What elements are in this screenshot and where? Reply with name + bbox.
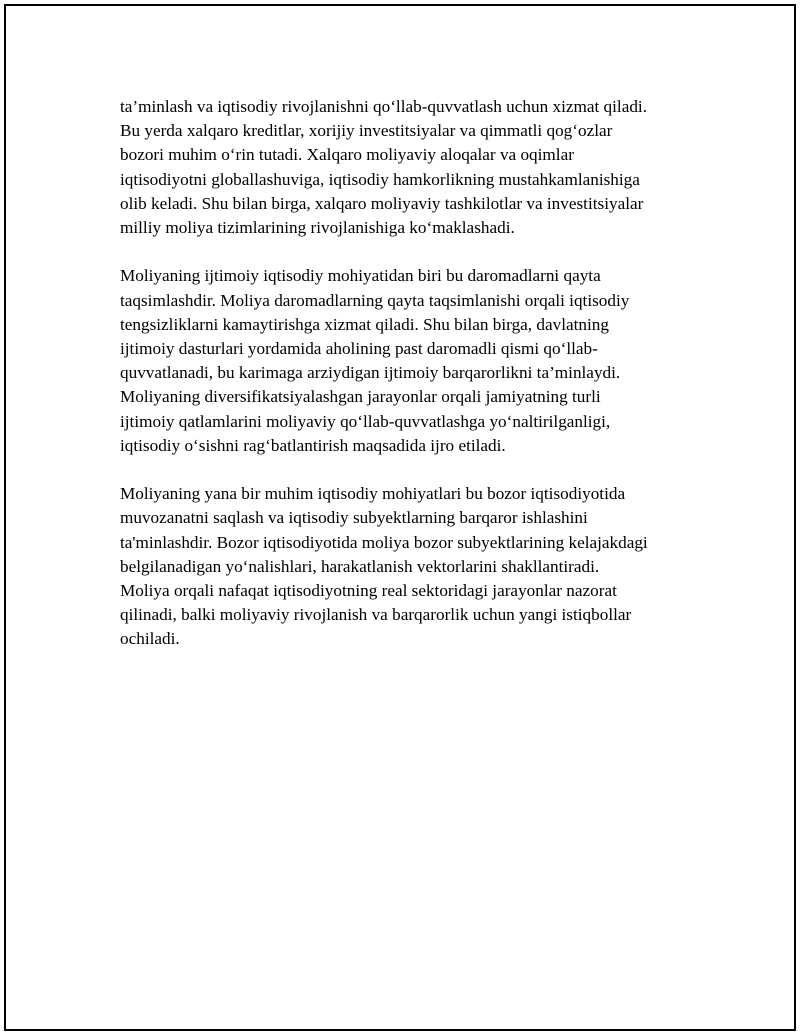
text-line: Moliyaning ijtimoiy iqtisodiy mohiyatidan biri bu daromadlarni qayta <box>120 266 601 286</box>
text-line: ta’minlash va iqtisodiy rivojlanishni qo‘llab-quvvatlash uchun xizmat qiladi. <box>120 97 647 116</box>
text-line: quvvatlanadi, bu karimaga arziydigan ijtimoiy barqarorlikni ta’minlaydi. <box>120 363 621 383</box>
text-line: Moliyaning diversifikatsiyalashgan jarayonlar orqali jamiyatning turli <box>120 387 601 407</box>
text-line: ijtimoiy qatlamlarini moliyaviy qo‘llab-quvvatlashga yo‘naltirilganligi, <box>120 411 611 431</box>
document-page <box>4 4 796 1031</box>
text-line: qilinadi, balki moliyaviy rivojlanish va barqarorlik uchun yangi istiqbollar <box>120 605 632 625</box>
text-line: ochiladi. <box>120 629 180 649</box>
text-line: taqsimlashdir. Moliya daromadlarning qayta taqsimlanishi orqali iqtisodiy <box>120 290 630 310</box>
paragraph-2 <box>120 264 700 458</box>
text-line: iqtisodiyotni globallashuviga, iqtisodiy hamkorlikning mustahkamlanishiga <box>120 169 640 189</box>
text-line: ta'minlashdir. Bozor iqtisodiyotida moliya bozor subyektlarining kelajakdagi <box>120 532 648 552</box>
paragraph-3 <box>120 482 700 651</box>
text-line: bozori muhim o‘rin tutadi. Xalqaro moliyaviy aloqalar va oqimlar <box>120 145 574 165</box>
text-line: Bu yerda xalqaro kreditlar, xorijiy investitsiyalar va qimmatli qog‘ozlar <box>120 121 613 141</box>
text-line: Moliyaning yana bir muhim iqtisodiy mohiyatlari bu bozor iqtisodiyotida <box>120 484 626 504</box>
text-line: olib keladi. Shu bilan birga, xalqaro moliyaviy tashkilotlar va investitsiyalar <box>120 193 644 213</box>
text-line: muvozanatni saqlash va iqtisodiy subyektlarning barqaror ishlashini <box>120 508 588 528</box>
text-line: iqtisodiy o‘sishni rag‘batlantirish maqsadida ijro etiladi. <box>120 435 506 455</box>
text-line: ijtimoiy dasturlari yordamida aholining past daromadli qismi qo‘llab- <box>120 339 598 359</box>
text-line: milliy moliya tizimlarining rivojlanishiga ko‘maklashadi. <box>120 218 515 238</box>
document-body <box>120 95 700 676</box>
text-line: tengsizliklarni kamaytirishga xizmat qiladi. Shu bilan birga, davlatning <box>120 314 609 334</box>
text-line: belgilanadigan yo‘nalishlari, harakatlanish vektorlarini shakllantiradi. <box>120 556 600 576</box>
text-line: Moliya orqali nafaqat iqtisodiyotning real sektoridagi jarayonlar nazorat <box>120 581 617 601</box>
paragraph-1 <box>120 95 700 240</box>
